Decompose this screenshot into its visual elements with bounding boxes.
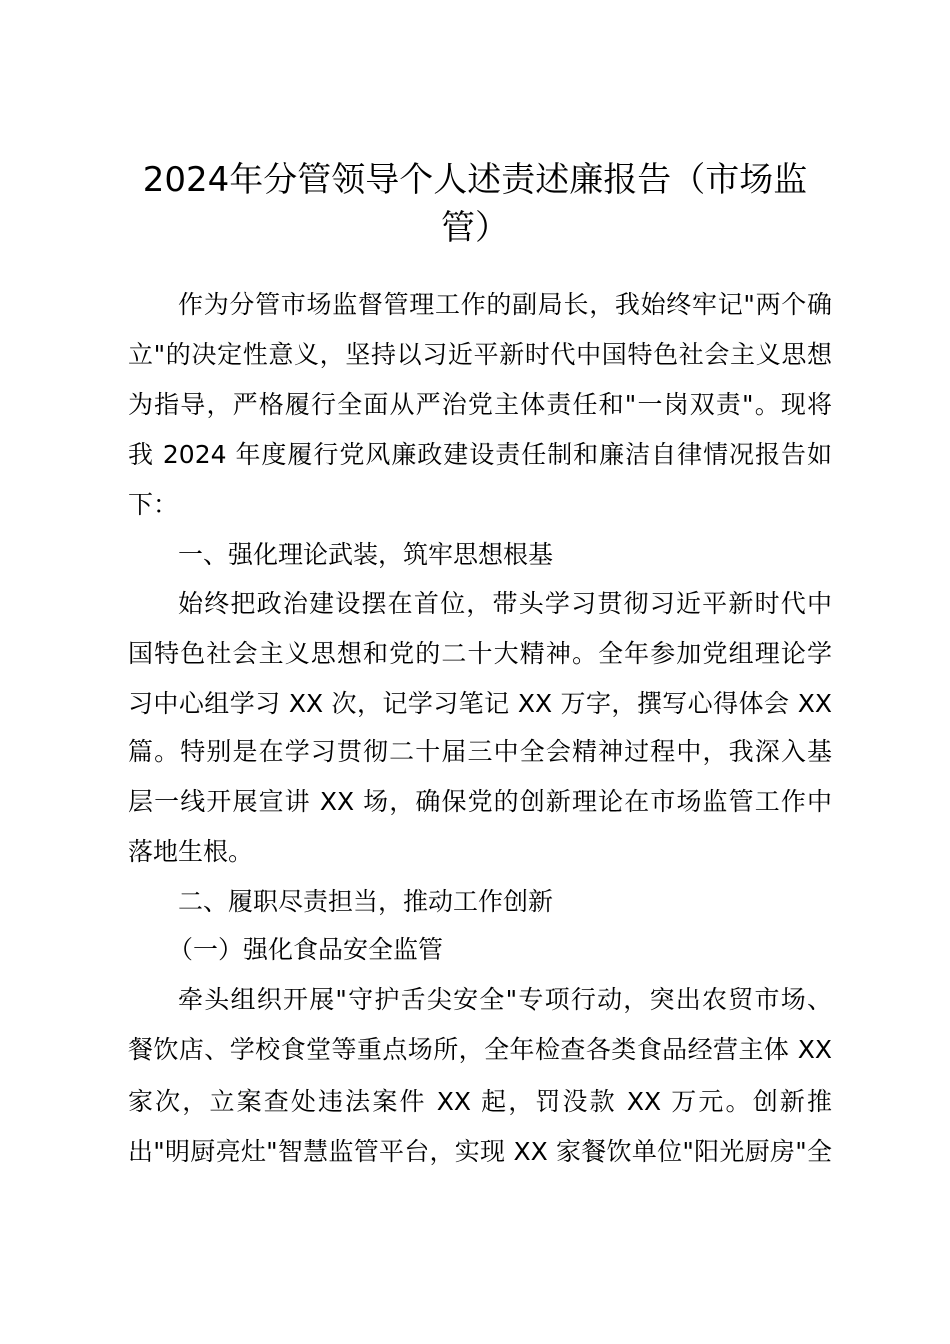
text-line: 我 2024 年度履行党风廉政建设责任制和廉洁自律情况报告如 <box>128 440 832 469</box>
text-line: 家次，立案查处违法案件 XX 起，罚没款 XX 万元。创新推 <box>128 1087 832 1116</box>
text-line: 下： <box>128 490 179 519</box>
subsection-heading-1: （一）强化食品安全监管 <box>168 935 444 964</box>
text-line: 餐饮店、学校食堂等重点场所，全年检查各类食品经营主体 XX <box>128 1035 832 1064</box>
text-line: 出"明厨亮灶"智慧监管平台，实现 XX 家餐饮单位"阳光厨房"全 <box>128 1137 832 1166</box>
text-line: 始终把政治建设摆在首位，带头学习贯彻习近平新时代中 <box>178 589 832 618</box>
text-line: 立"的决定性意义，坚持以习近平新时代中国特色社会主义思想 <box>128 340 832 369</box>
text-line: 落地生根。 <box>128 837 254 866</box>
section-heading-2: 二、履职尽责担当，推动工作创新 <box>178 887 554 916</box>
document-title-line-1: 2024年分管领导个人述责述廉报告（市场监 <box>142 160 808 200</box>
text-line: 篇。特别是在学习贯彻二十届三中全会精神过程中，我深入基 <box>128 737 832 766</box>
document-title-line-2: 管） <box>441 208 509 248</box>
text-line: 为指导，严格履行全面从严治党主体责任和"一岗双责"。现将 <box>128 390 832 419</box>
text-line: 层一线开展宣讲 XX 场，确保党的创新理论在市场监管工作中 <box>128 787 832 816</box>
section-heading-1: 一、强化理论武装，筑牢思想根基 <box>178 540 554 569</box>
text-line: 习中心组学习 XX 次，记学习笔记 XX 万字，撰写心得体会 XX <box>128 689 832 718</box>
text-line: 作为分管市场监督管理工作的副局长，我始终牢记"两个确 <box>178 290 832 319</box>
text-line: 国特色社会主义思想和党的二十大精神。全年参加党组理论学 <box>128 639 832 668</box>
text-line: 牵头组织开展"守护舌尖安全"专项行动，突出农贸市场、 <box>178 985 832 1014</box>
